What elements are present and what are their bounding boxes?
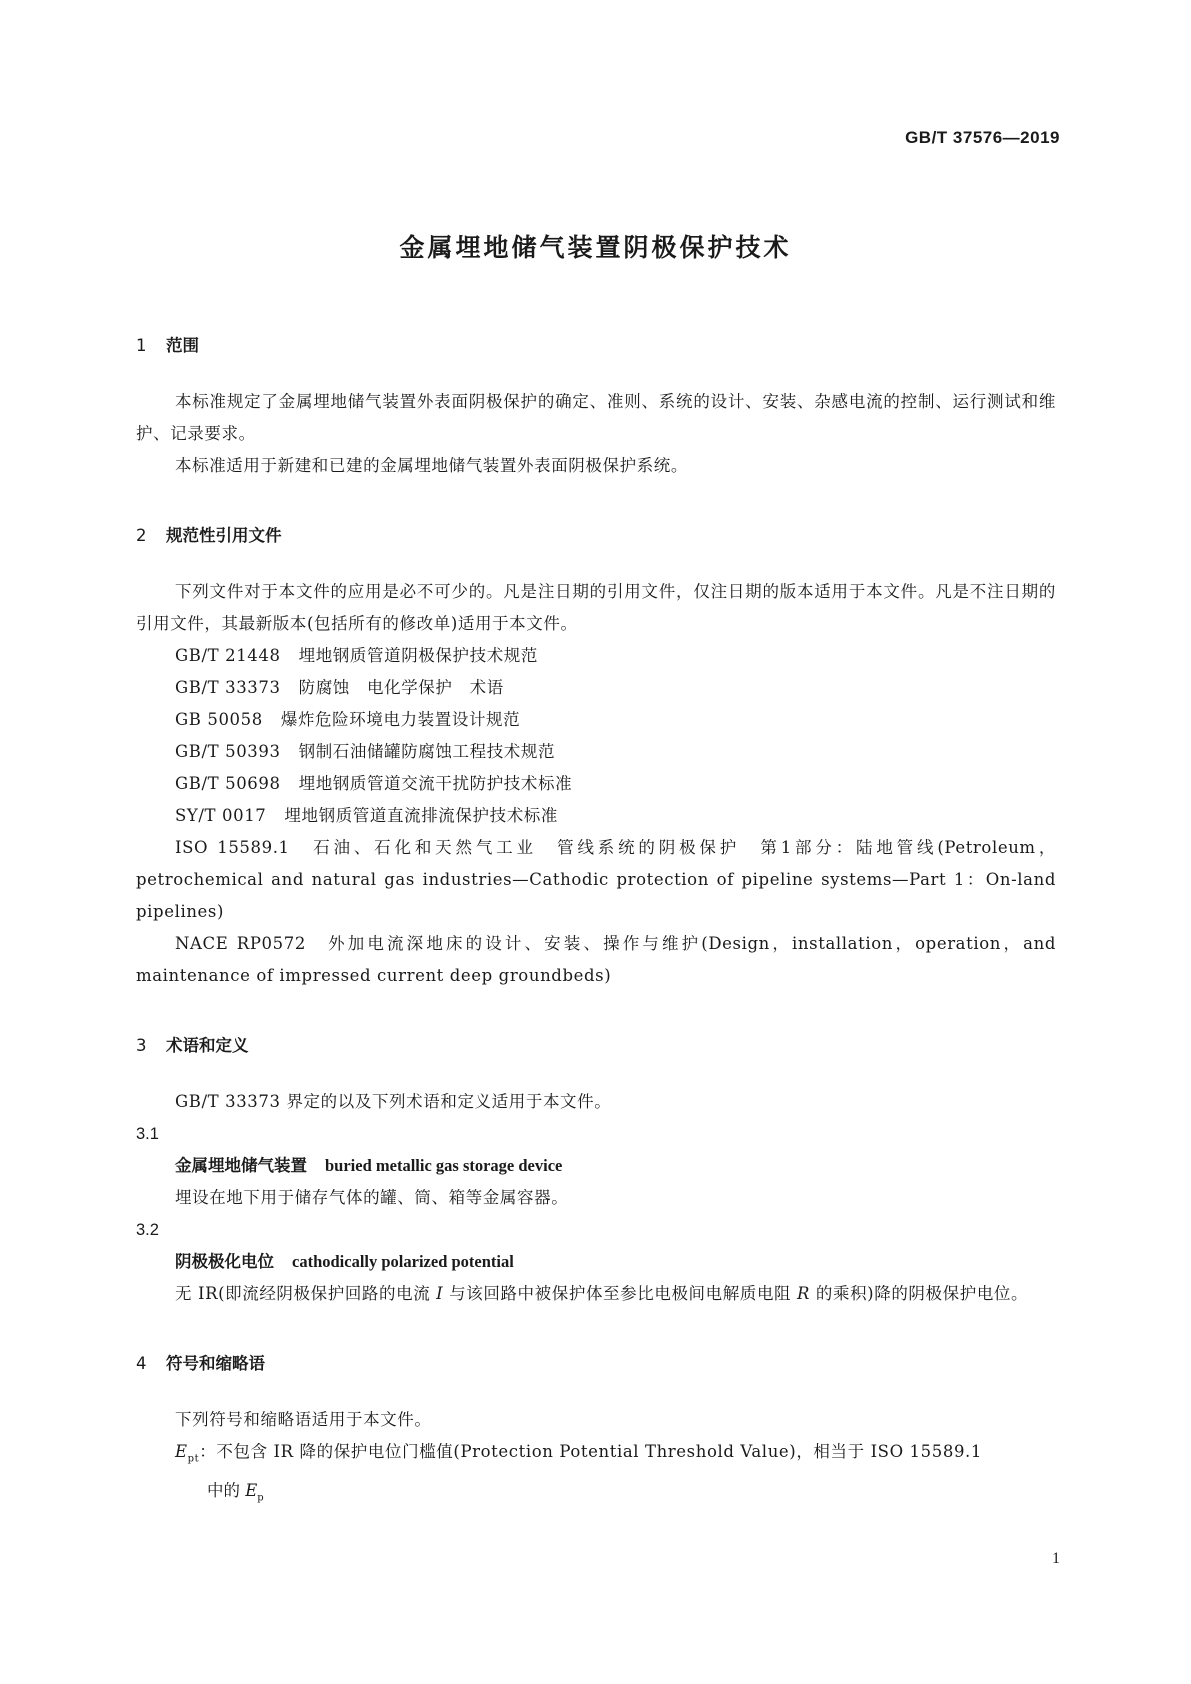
reference-code: SY/T 0017 — [175, 806, 267, 825]
symbol-subscript: pt — [187, 1453, 200, 1465]
section-3-heading — [136, 1034, 1056, 1058]
symbol-ref: E — [245, 1481, 258, 1501]
reference-name: 钢制石油储罐防腐蚀工程技术规范 — [298, 742, 556, 761]
term-number: 3.2 — [136, 1221, 159, 1239]
reference-item — [136, 672, 1056, 704]
reference-item — [136, 736, 1056, 768]
section-number: 3 — [136, 1036, 147, 1055]
symbol-entry — [136, 1436, 1056, 1475]
term-number: 3.1 — [136, 1125, 159, 1143]
section-number: 4 — [136, 1354, 147, 1373]
reference-name: 埋地钢质管道阴极保护技术规范 — [298, 646, 539, 665]
reference-nace: NACE RP0572 外加电流深地床的设计、安装、操作与维护(Design，installation，operation，and maintenance of impressed current deep groundbeds) — [136, 934, 1056, 985]
term-en: buried metallic gas storage device — [325, 1156, 563, 1175]
current-variable: I — [436, 1284, 444, 1303]
references-intro: 下列文件对于本文件的应用是必不可少的。凡是注日期的引用文件，仅注日期的版本适用于本文件。凡是不注日期的引用文件，其最新版本(包括所有的修改单)适用于本文件。 — [136, 582, 1056, 633]
reference-code: GB/T 50698 — [175, 774, 281, 793]
scope-paragraph-2: 本标准适用于新建和已建的金属埋地储气装置外表面阴极保护系统。 — [175, 456, 688, 475]
section-title: 范围 — [166, 336, 199, 355]
document-body — [136, 334, 1056, 1515]
resistance-variable: R — [797, 1284, 811, 1303]
term-definition — [136, 1278, 1056, 1310]
scope-paragraph-1: 本标准规定了金属埋地储气装置外表面阴极保护的确定、准则、系统的设计、安装、杂感电流的控制、运行测试和维护、记录要求。 — [136, 392, 1056, 443]
term-definition: 埋设在地下用于储存气体的罐、筒、箱等金属容器。 — [175, 1188, 569, 1207]
reference-code: GB/T 21448 — [175, 646, 281, 665]
section-number: 1 — [136, 336, 147, 355]
reference-item — [136, 800, 1056, 832]
term-cn: 金属埋地储气装置 — [175, 1156, 307, 1175]
section-4-heading — [136, 1352, 1056, 1376]
reference-code: GB 50058 — [175, 710, 263, 729]
section-title: 术语和定义 — [166, 1036, 249, 1055]
symbol-ref-subscript: p — [257, 1492, 264, 1504]
section-title: 符号和缩略语 — [166, 1354, 265, 1373]
term-cn: 阴极极化电位 — [175, 1252, 274, 1271]
section-number: 2 — [136, 526, 147, 545]
standard-code: GB/T 37576—2019 — [905, 128, 1060, 147]
reference-code: GB/T 50393 — [175, 742, 281, 761]
document-title: 金属埋地储气装置阴极保护技术 — [399, 233, 792, 262]
symbol-entry-continued — [136, 1475, 1056, 1514]
term-title — [136, 1150, 1056, 1182]
reference-item — [136, 704, 1056, 736]
reference-name: 埋地钢质管道交流干扰防护技术标准 — [298, 774, 573, 793]
reference-code: GB/T 33373 — [175, 678, 281, 697]
definition-text: 的乘积)降的阴极保护电位。 — [810, 1284, 1029, 1303]
definition-text: 无 IR(即流经阴极保护回路的电流 — [175, 1284, 437, 1303]
symbol-continued-text: 中的 — [207, 1481, 246, 1501]
section-title: 规范性引用文件 — [166, 526, 282, 545]
section-2-heading — [136, 524, 1056, 548]
reference-item — [136, 640, 1056, 672]
reference-item — [136, 768, 1056, 800]
reference-name: 埋地钢质管道直流排流保护技术标准 — [284, 806, 559, 825]
definition-text: 与该回路中被保护体至参比电极间电解质电阻 — [443, 1284, 797, 1303]
reference-name: 爆炸危险环境电力装置设计规范 — [280, 710, 521, 729]
reference-iso: ISO 15589.1 石油、石化和天然气工业 管线系统的阴极保护 第1部分：陆地管线(Petroleum，petrochemical and natural gas industries—Cathodic protection of pipeline systems—Part 1：On-land pipelines) — [136, 838, 1056, 921]
symbol-main: E — [175, 1442, 188, 1461]
symbols-intro: 下列符号和缩略语适用于本文件。 — [175, 1410, 432, 1429]
term-en: cathodically polarized potential — [292, 1252, 514, 1271]
section-1-heading — [136, 334, 1056, 358]
terms-intro: GB/T 33373 界定的以及下列术语和定义适用于本文件。 — [175, 1092, 612, 1111]
page-number: 1 — [1052, 1550, 1060, 1567]
symbol-description: ：不包含 IR 降的保护电位门槛值(Protection Potential Threshold Value)，相当于 ISO 15589.1 — [199, 1442, 982, 1461]
term-title — [136, 1246, 1056, 1278]
reference-name: 防腐蚀 电化学保护 术语 — [298, 678, 504, 697]
